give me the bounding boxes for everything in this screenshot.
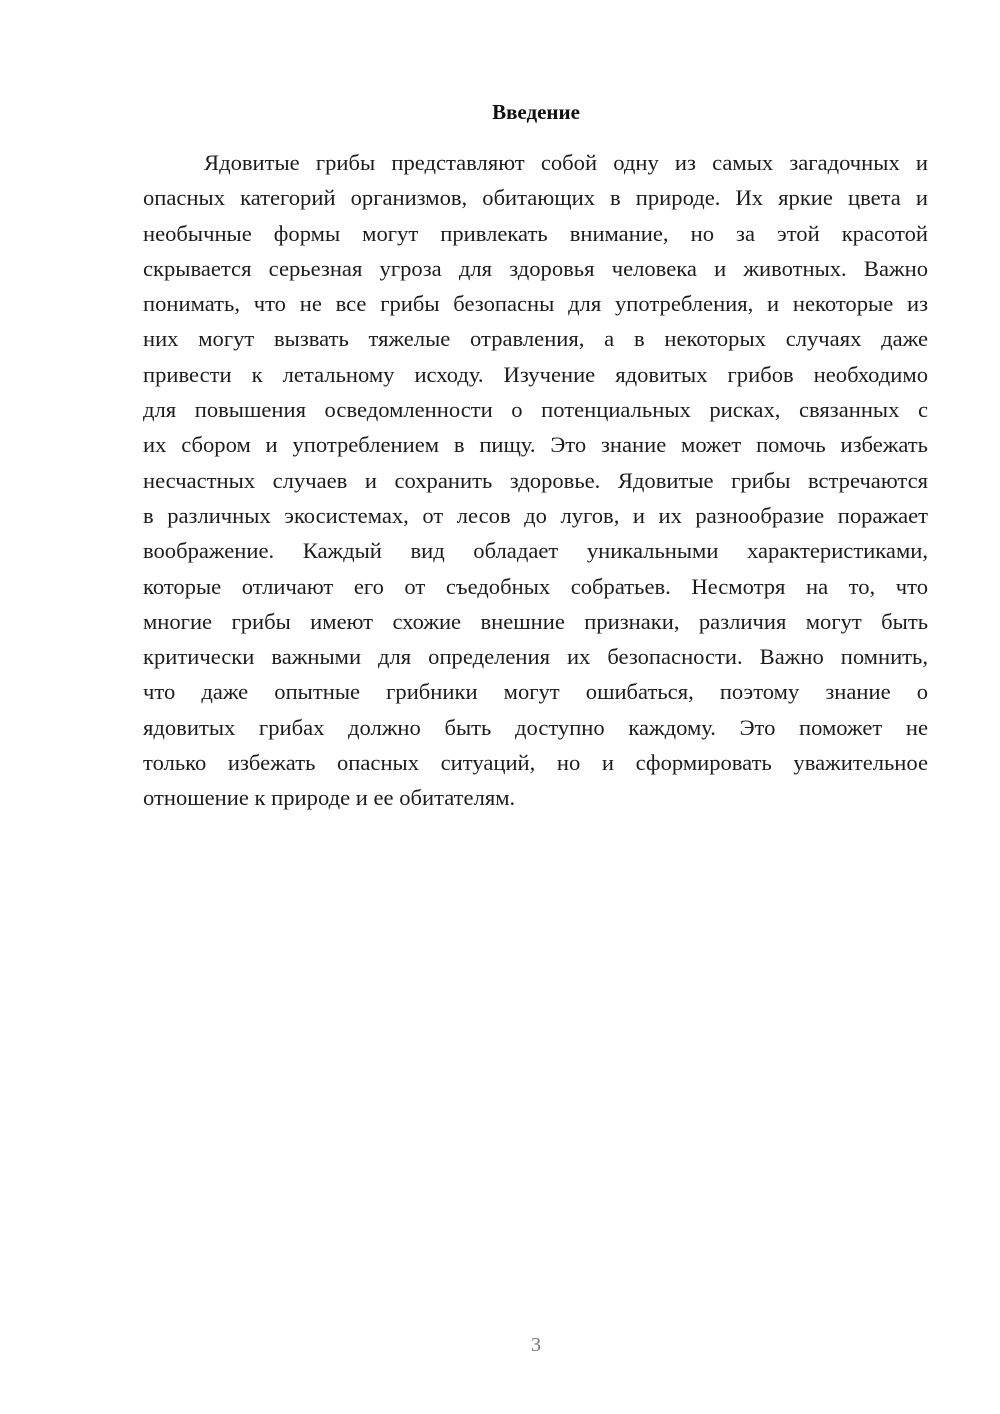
paragraph-line: ядовитых грибах должно быть доступно каждому. Это поможет не: [143, 714, 928, 740]
paragraph-line: их сбором и употреблением в пищу. Это знание может помочь избежать: [143, 432, 928, 458]
paragraph-line: опасных категорий организмов, обитающих в природе. Их яркие цвета и: [143, 185, 928, 211]
paragraph-line: Ядовитые грибы представляют собой одну из самых загадочных и: [204, 150, 928, 175]
paragraph-line: несчастных случаев и сохранить здоровье. Ядовитые грибы встречаются: [143, 467, 928, 493]
section-heading: Введение: [492, 100, 580, 124]
paragraph-line: привести к летальному исходу. Изучение ядовитых грибов необходимо: [143, 361, 928, 387]
paragraph-line: скрывается серьезная угроза для здоровья человека и животных. Важно: [143, 255, 928, 281]
paragraph-line: понимать, что не все грибы безопасны для употребления, и некоторые из: [143, 291, 928, 317]
paragraph-line: что даже опытные грибники могут ошибаться, поэтому знание о: [143, 679, 928, 705]
paragraph-line: которые отличают его от съедобных собратьев. Несмотря на то, что: [143, 573, 928, 599]
paragraph-line: многие грибы имеют схожие внешние признаки, различия могут быть: [143, 608, 928, 634]
intro-paragraph: [143, 145, 928, 816]
paragraph-line: отношение к природе и ее обитателям.: [143, 785, 516, 811]
paragraph-line: них могут вызвать тяжелые отравления, а в некоторых случаях даже: [143, 326, 928, 352]
paragraph-line: для повышения осведомленности о потенциальных рисках, связанных с: [143, 397, 928, 423]
paragraph-line: необычные формы могут привлекать внимание, но за этой красотой: [143, 220, 928, 246]
paragraph-line: в различных экосистемах, от лесов до лугов, и их разнообразие поражает: [143, 502, 928, 528]
paragraph-line: критически важными для определения их безопасности. Важно помнить,: [143, 644, 928, 670]
page-number: 3: [531, 1334, 541, 1356]
paragraph-line: воображение. Каждый вид обладает уникальными характеристиками,: [143, 538, 928, 564]
paragraph-line: только избежать опасных ситуаций, но и сформировать уважительное: [143, 750, 928, 776]
